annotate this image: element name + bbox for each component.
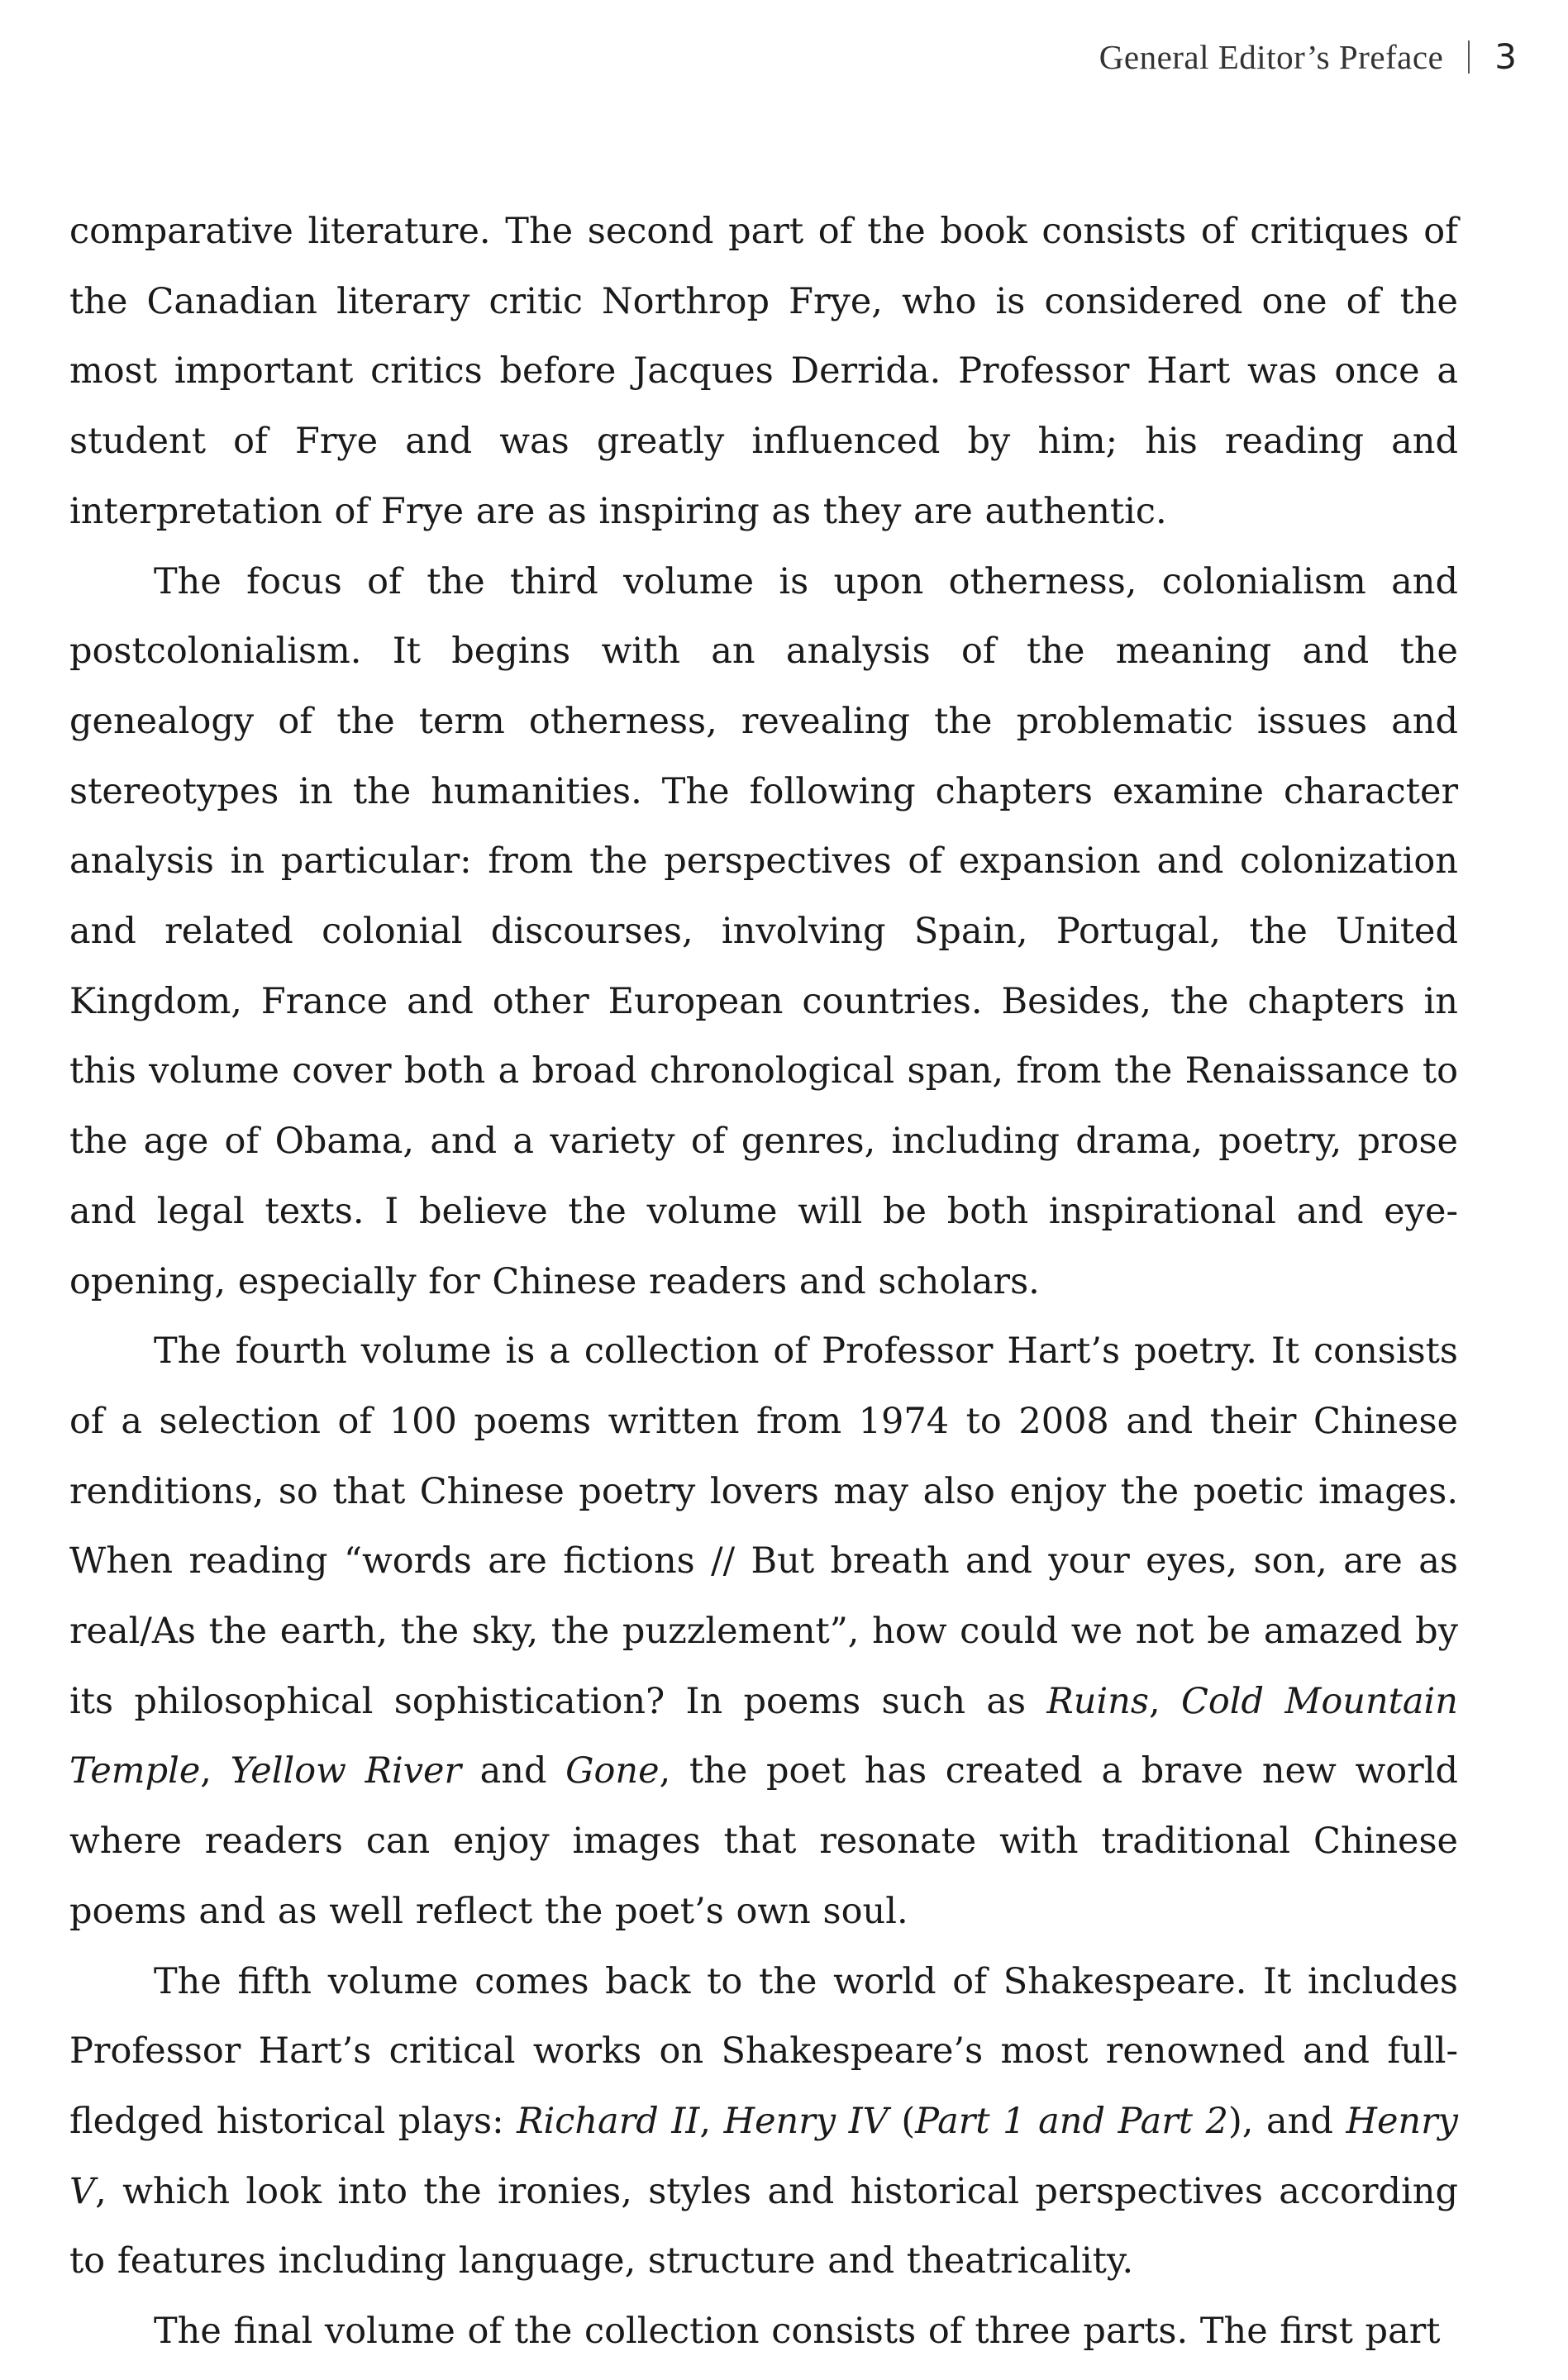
play-title-henry-iv: Henry IV — [723, 2100, 889, 2142]
paragraph-3-text: The fourth volume is a collection of Professor Hart’s poetry. It consists of a selection of 100 poems written from 1974 to 2008 and their Chinese renditions, so that Chinese poetry lovers may also enjoy the poetic images. When reading “words are fictions // But breath and your eyes, son, are as real/As the earth, the sky, the puzzlement”, how could we not be amazed by its philosophical sophistication? In poems such as — [69, 1330, 1458, 1722]
paragraph-3 — [69, 1316, 1458, 1946]
running-header-title: General Editor’s Preface — [1099, 37, 1444, 76]
paragraph-2: The focus of the third volume is upon otherness, colonialism and postcolonialism. It begins with an analysis of the meaning and the genealogy of the term otherness, revealing the problematic issues and stereotypes in the humanities. The following chapters examine character analysis in particular: from the perspectives of expansion and colonization and related colonial discourses, involving Spain, Portugal, the United Kingdom, France and other European countries. Besides, the chapters in this volume cover both a broad chronological span, from the Renaissance to the age of Obama, and a variety of genres, including drama, poetry, prose and legal texts. I believe the volume will be both inspirational and eye-opening, especially for Chinese readers and scholars. — [69, 560, 1458, 1302]
paragraph-4-text: , — [699, 2100, 724, 2142]
paragraph-4 — [69, 1947, 1458, 2297]
play-title-henry-v: Henry V — [69, 2100, 1458, 2212]
page-number: 3 — [1494, 36, 1517, 77]
running-header — [1099, 36, 1517, 77]
poem-title-yellow-river: Yellow River — [230, 1750, 461, 1792]
paragraph-4-text: The fifth volume comes back to the world of Shakespeare. It includes Professor Hart’s critical works on Shakespeare’s most renowned and full-fledged historical plays: — [69, 1960, 1458, 2142]
poem-title-ruins: Ruins — [1046, 1680, 1149, 1722]
poem-title-cold-mountain-temple: Cold Mountain Temple — [69, 1680, 1459, 1792]
paragraph-3-text: , the poet has created a brave new world where readers can enjoy images that resonate with traditional Chinese poems and as well reflect the poet’s own soul. — [69, 1750, 1458, 1932]
paragraph-4-text: ( — [888, 2100, 916, 2142]
paragraph-3-text: and — [461, 1750, 566, 1792]
paragraph-3-text: , — [200, 1750, 231, 1792]
paragraph-5: The final volume of the collection consists of three parts. The first part — [154, 2311, 1441, 2353]
poem-title-gone: Gone — [565, 1750, 660, 1792]
paragraph-1: comparative literature. The second part of the book consists of critiques of the Canadian literary critic Northrop Frye, who is considered one of the most important critics before Jacques Derrida. Professor Hart was once a student of Frye and was greatly influenced by him; his reading and interpretation of Frye are as inspiring as they are authentic. — [69, 211, 1458, 532]
page-body — [69, 197, 1458, 2367]
header-divider — [1468, 40, 1470, 74]
play-title-richard-ii: Richard II — [517, 2100, 700, 2142]
paragraph-3-text: , — [1148, 1680, 1181, 1722]
play-parts: Part 1 and Part 2 — [915, 2100, 1228, 2142]
paragraph-4-text: , which look into the ironies, styles and historical perspectives according to features including language, structure and theatricality. — [69, 2170, 1458, 2282]
paragraph-4-text: ), and — [1228, 2100, 1346, 2142]
